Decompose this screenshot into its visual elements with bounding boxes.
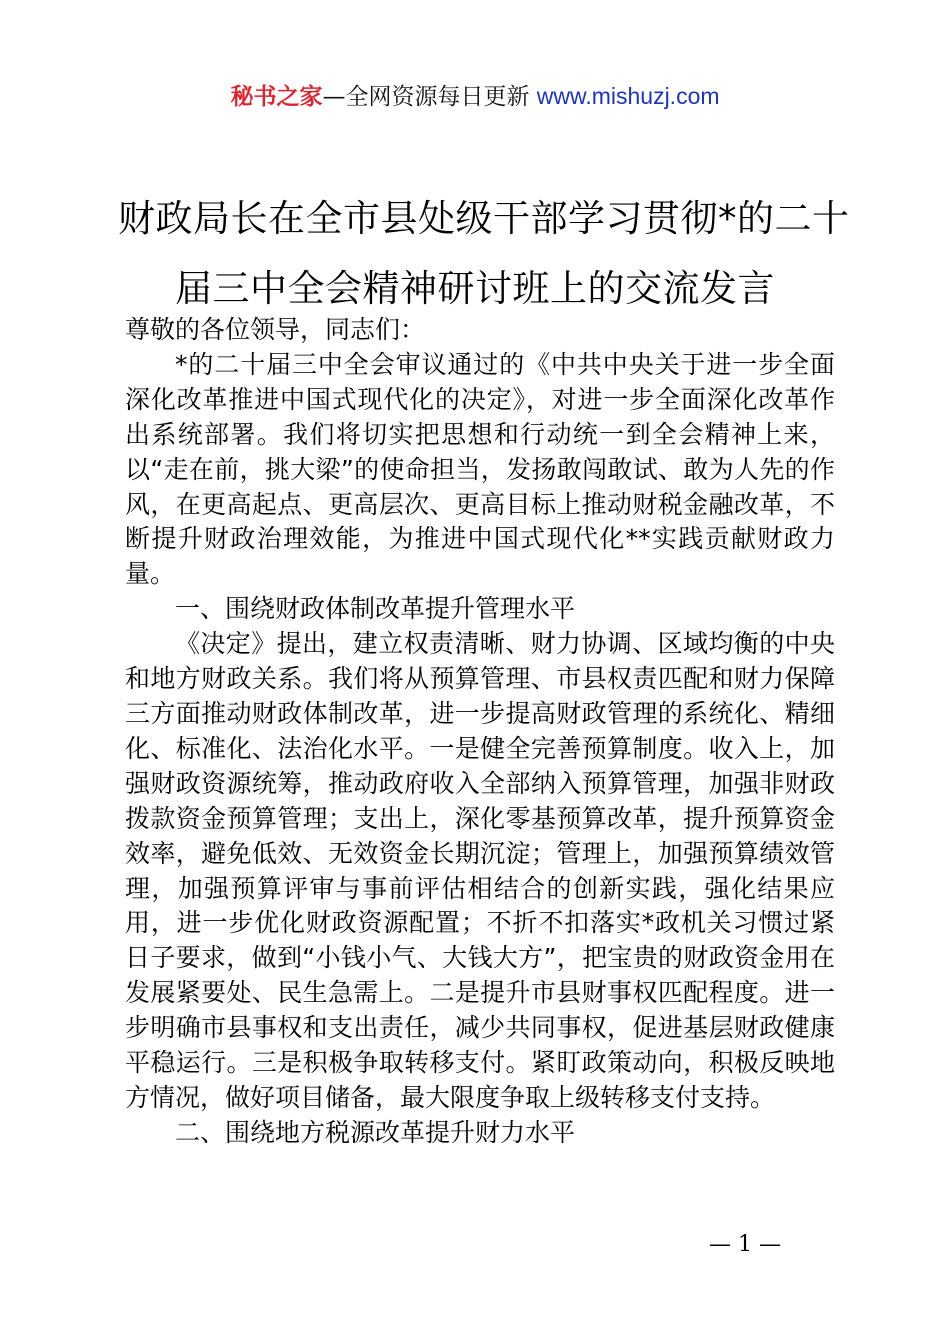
section-heading-1: 一、围绕财政体制改革提升管理水平	[175, 594, 576, 624]
salutation: 尊敬的各位领导，同志们：	[125, 315, 426, 344]
paragraph-section-1: 《决定》提出，建立权责清晰、财力协调、区域均衡的中央和地方财政关系。我们将从预算管理、市县权责匹配和财力保障三方面推动财政体制改革，进一步提高财政管理的系统化、精细化、标准化、法治化水平。一是健全完善预算制度。收入上，加强财政资源统筹，推动政府收入全部纳入预算管理，加强非财政拨款资金预算管理；支出上，深化零基预算改革，提升预算资金效率，避免低效、无效资金长期沉淀；管理上，加强预算绩效管理，加强预算评审与事前评估相结合的创新实践，强化结果应用，进一步优化财政资源配置；不折不扣落实*政机关习惯过紧日子要求，做到“小钱小气、大钱大方”，把宝贵的财政资金用在发展紧要处、民生急需上。二是提升市县财事权匹配程度。进一步明确市县事权和支出责任，减少共同事权，促进基层财政健康平稳运行。三是积极争取转移支付。紧盯政策动向，积极反映地方情况，做好项目储备，最大限度争取上级转移支付支持。	[125, 629, 835, 1112]
site-url-link[interactable]: www.mishuzj.com	[536, 83, 720, 109]
brand-name: 秘书之家	[230, 84, 323, 110]
paragraph-intro: *的二十届三中全会审议通过的《中共中央关于进一步全面深化改革推进中国式现代化的决定》，对进一步全面深化改革作出系统部署。我们将切实把思想和行动统一到全会精神上来，以“走在前，挑大梁”的使命担当，发扬敢闯敢试、敢为人先的作风，在更高起点、更高层次、更高目标上推动财税金融改革，不断提升财政治理效能，为推进中国式现代化**实践贡献财政力量。	[125, 349, 835, 589]
site-header	[0, 80, 950, 113]
page-title	[118, 184, 850, 324]
title-line-1: 财政局长在全市县处级干部学习贯彻*的二十	[118, 197, 850, 240]
header-slogan: —全网资源每日更新	[322, 84, 537, 110]
page-number: — 1 —	[709, 1232, 781, 1257]
document-body	[125, 313, 835, 1151]
section-heading-2: 二、围绕地方税源改革提升财力水平	[175, 1117, 576, 1147]
title-line-2: 届三中全会精神研讨班上的交流发言	[175, 267, 775, 310]
